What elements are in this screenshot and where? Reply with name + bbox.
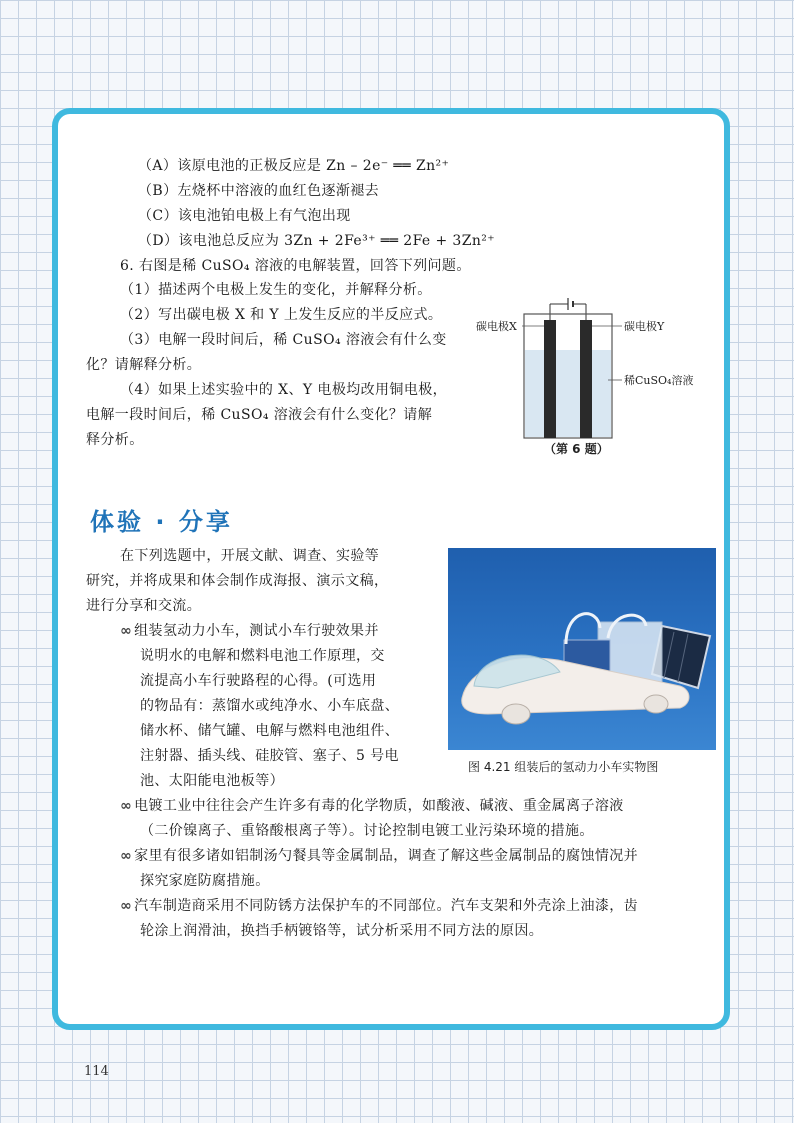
bullet-icon: ∞ bbox=[120, 623, 133, 639]
option-a: （A）该原电池的正极反应是 Zn – 2e⁻ ══ Zn²⁺ bbox=[138, 158, 450, 174]
intro-line-3: 进行分享和交流。 bbox=[86, 598, 202, 614]
option-b: （B）左烧杯中溶液的血红色逐渐褪去 bbox=[138, 183, 380, 199]
bullet-1-line-4: 的物品有：蒸馏水或纯净水、小车底盘、 bbox=[140, 698, 400, 714]
bullet-2-line-1: ∞ 电镀工业中往往会产生许多有毒的化学物质，如酸液、碱液、重金属离子溶液 bbox=[120, 798, 624, 814]
bullet-icon: ∞ bbox=[120, 898, 133, 914]
bullet-4-line-2: 轮涂上润滑油，换挡手柄镀铬等，试分析采用不同方法的原因。 bbox=[140, 923, 544, 939]
intro-line-2: 研究，并将成果和体会制作成海报、演示文稿， bbox=[86, 573, 389, 589]
question-6-part-3a: （3）电解一段时间后，稀 CuSO₄ 溶液会有什么变 bbox=[120, 332, 447, 348]
bullet-icon: ∞ bbox=[120, 798, 133, 814]
label-electrode-y: 碳电极Y bbox=[624, 320, 665, 333]
intro-line-1: 在下列选题中，开展文献、调查、实验等 bbox=[120, 548, 380, 564]
question-6-part-4c: 释分析。 bbox=[86, 432, 144, 448]
page-number: 114 bbox=[84, 1064, 109, 1079]
bullet-2-line-2: （二价镍离子、重铬酸根离子等）。讨论控制电镀工业污染环境的措施。 bbox=[140, 823, 594, 839]
label-electrode-x: 碳电极X bbox=[476, 320, 517, 333]
content-card bbox=[52, 108, 730, 1030]
bullet-1-line-3: 流提高小车行驶路程的心得。(可选用 bbox=[140, 673, 377, 689]
section-title: 体验 · 分享 bbox=[90, 508, 233, 536]
hydrogen-car-photo bbox=[448, 548, 716, 750]
question-6-part-3b: 化？请解释分析。 bbox=[86, 357, 202, 373]
question-6-part-4b: 电解一段时间后，稀 CuSO₄ 溶液会有什么变化？请解 bbox=[86, 407, 433, 423]
bullet-1-line-6: 注射器、插头线、硅胶管、塞子、5 号电 bbox=[140, 748, 399, 764]
bullet-3-line-2: 探究家庭防腐措施。 bbox=[140, 873, 270, 889]
question-6-part-1: （1）描述两个电极上发生的变化，并解释分析。 bbox=[120, 282, 432, 298]
option-c: （C）该电池铂电极上有气泡出现 bbox=[138, 208, 351, 224]
bullet-1-line-1: ∞ 组装氢动力小车，测试小车行驶效果并 bbox=[120, 623, 379, 639]
hydrogen-car-illustration bbox=[448, 548, 716, 750]
bullet-icon: ∞ bbox=[120, 848, 133, 864]
label-solution: 稀CuSO₄溶液 bbox=[624, 374, 694, 387]
bullet-3-line-1: ∞ 家里有很多诸如铝制汤勺餐具等金属制品，调查了解这些金属制品的腐蚀情况并 bbox=[120, 848, 639, 864]
question-6-part-2: （2）写出碳电极 X 和 Y 上发生反应的半反应式。 bbox=[120, 307, 443, 323]
option-d: （D）该电池总反应为 3Zn + 2Fe³⁺ ══ 2Fe + 3Zn²⁺ bbox=[138, 233, 496, 249]
bullet-1-line-2: 说明水的电解和燃料电池工作原理，交 bbox=[140, 648, 385, 664]
bullet-1-line-7: 池、太阳能电池板等） bbox=[140, 773, 284, 789]
question-6-stem: 6. 右图是稀 CuSO₄ 溶液的电解装置，回答下列问题。 bbox=[120, 258, 471, 274]
question-6-part-4a: （4）如果上述实验中的 X、Y 电极均改用铜电极， bbox=[120, 382, 448, 398]
electrolysis-figure bbox=[476, 290, 716, 460]
bullet-4-line-1: ∞ 汽车制造商采用不同防锈方法保护车的不同部位。汽车支架和外壳涂上油漆，齿 bbox=[120, 898, 639, 914]
figure-6-caption: （第 6 题） bbox=[544, 442, 609, 456]
bullet-1-line-5: 储水杯、储气罐、电解与燃料电池组件、 bbox=[140, 723, 400, 739]
photo-caption: 图 4.21 组装后的氢动力小车实物图 bbox=[468, 760, 659, 774]
